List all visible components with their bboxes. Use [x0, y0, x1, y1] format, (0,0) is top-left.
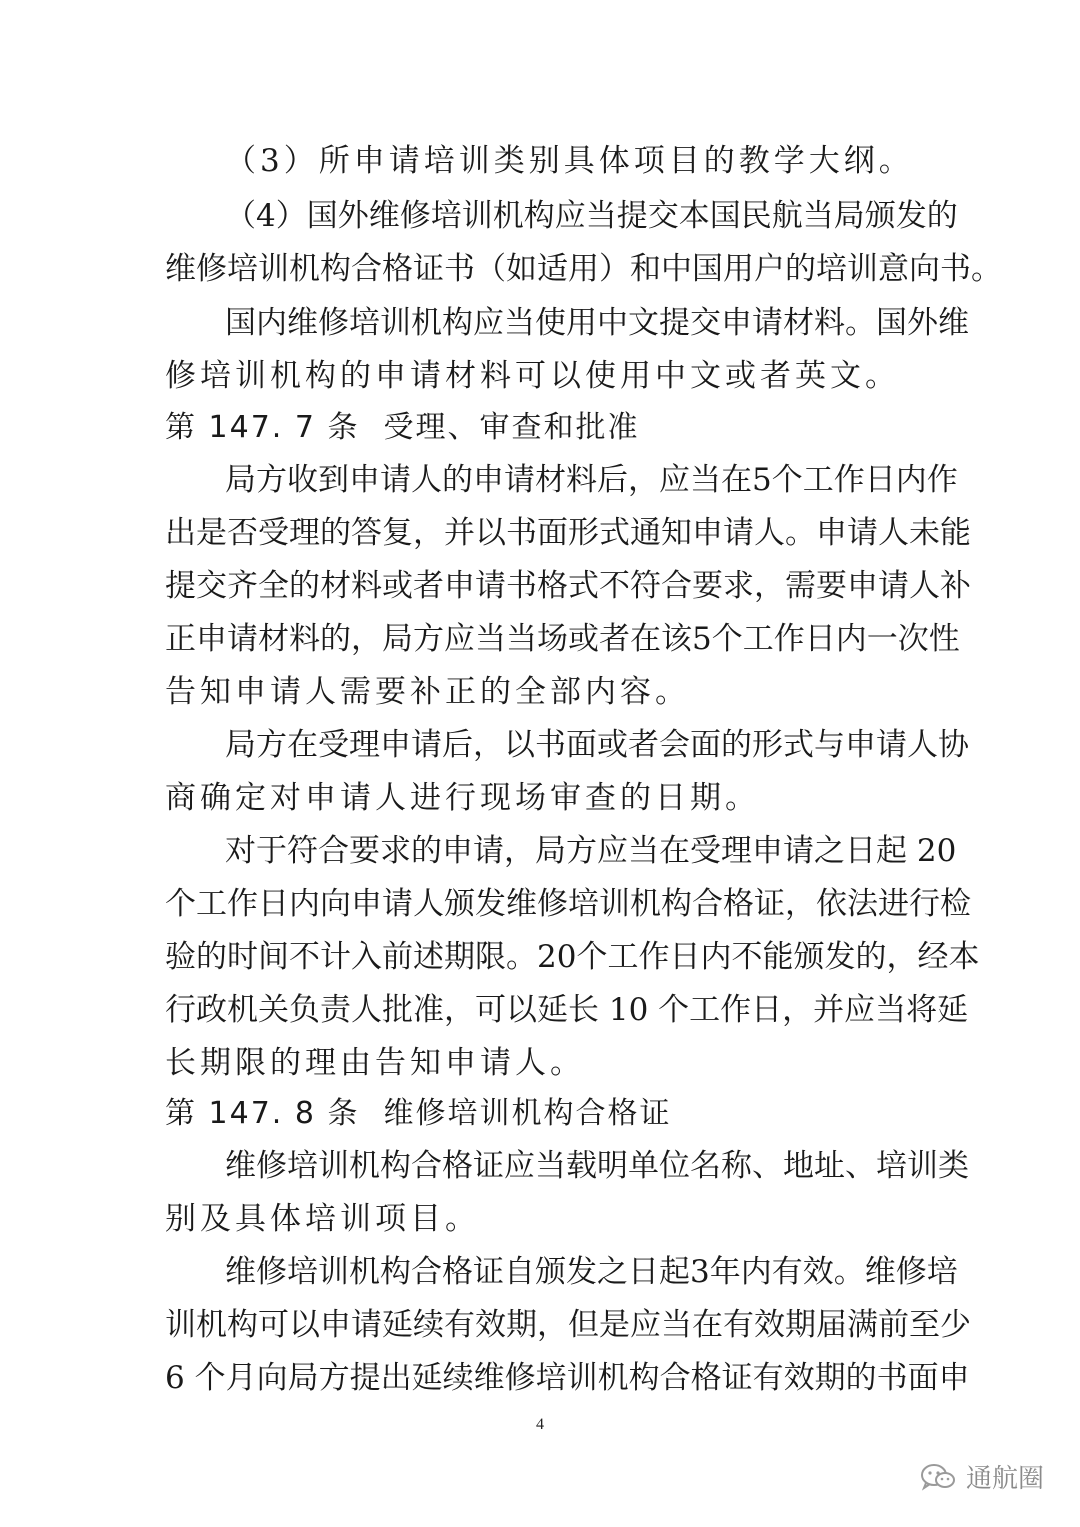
paragraph-line: 维修培训机构合格证书（如适用）和中国用户的培训意向书。 — [165, 251, 1002, 287]
paragraph-line: 国内维修培训机构应当使用中文提交申请材料。国外维 — [225, 305, 969, 341]
paragraph-line: 个工作日内向申请人颁发维修培训机构合格证，依法进行检 — [165, 886, 971, 922]
section-title: 受理、审查和批准 — [383, 410, 640, 445]
paragraph-line: 验的时间不计入前述期限。20个工作日内不能颁发的，经本 — [165, 939, 980, 975]
paragraph-line: 行政机关负责人批准，可以延长 10 个工作日，并应当将延 — [165, 992, 969, 1028]
paragraph-line: 对于符合要求的申请，局方应当在受理申请之日起 20 — [225, 833, 957, 869]
paragraph-line: （3）所申请培训类别具体项目的教学大纲。 — [225, 143, 914, 179]
paragraph-line: 出是否受理的答复，并以书面形式通知申请人。申请人未能 — [165, 515, 971, 551]
section-number: 第 147. 8 条 — [165, 1096, 360, 1131]
paragraph-line: 长期限的理由告知申请人。 — [165, 1045, 585, 1081]
paragraph-line: 正申请材料的，局方应当当场或者在该5个工作日内一次性 — [165, 621, 960, 657]
paragraph-line: 局方在受理申请后，以书面或者会面的形式与申请人协 — [225, 727, 969, 763]
paragraph-line: （4）国外维修培训机构应当提交本国民航当局颁发的 — [225, 198, 958, 234]
paragraph-line: 提交齐全的材料或者申请书格式不符合要求，需要申请人补 — [165, 568, 971, 604]
section-heading — [165, 1094, 915, 1134]
paragraph-line: 维修培训机构合格证应当载明单位名称、地址、培训类 — [225, 1148, 969, 1184]
page-number: 4 — [536, 1416, 544, 1433]
section-heading — [165, 408, 915, 448]
paragraph-line: 商确定对申请人进行现场审查的日期。 — [165, 780, 760, 816]
paragraph-line: 局方收到申请人的申请材料后，应当在5个工作日内作 — [225, 462, 958, 498]
paragraph-line: 修培训机构的申请材料可以使用中文或者英文。 — [165, 358, 900, 394]
paragraph-line: 6 个月向局方提出延续维修培训机构合格证有效期的书面申 — [165, 1360, 970, 1396]
wechat-icon — [920, 1463, 956, 1491]
section-title: 维修培训机构合格证 — [383, 1096, 672, 1131]
paragraph-line: 告知申请人需要补正的全部内容。 — [165, 674, 690, 710]
paragraph-line: 训机构可以申请延续有效期，但是应当在有效期届满前至少 — [165, 1307, 971, 1343]
watermark — [920, 1458, 1044, 1495]
watermark-text: 通航圈 — [965, 1464, 1044, 1494]
paragraph-line: 别及具体培训项目。 — [165, 1201, 480, 1237]
section-number: 第 147. 7 条 — [165, 410, 360, 445]
paragraph-line: 维修培训机构合格证自颁发之日起3年内有效。维修培 — [225, 1254, 958, 1290]
